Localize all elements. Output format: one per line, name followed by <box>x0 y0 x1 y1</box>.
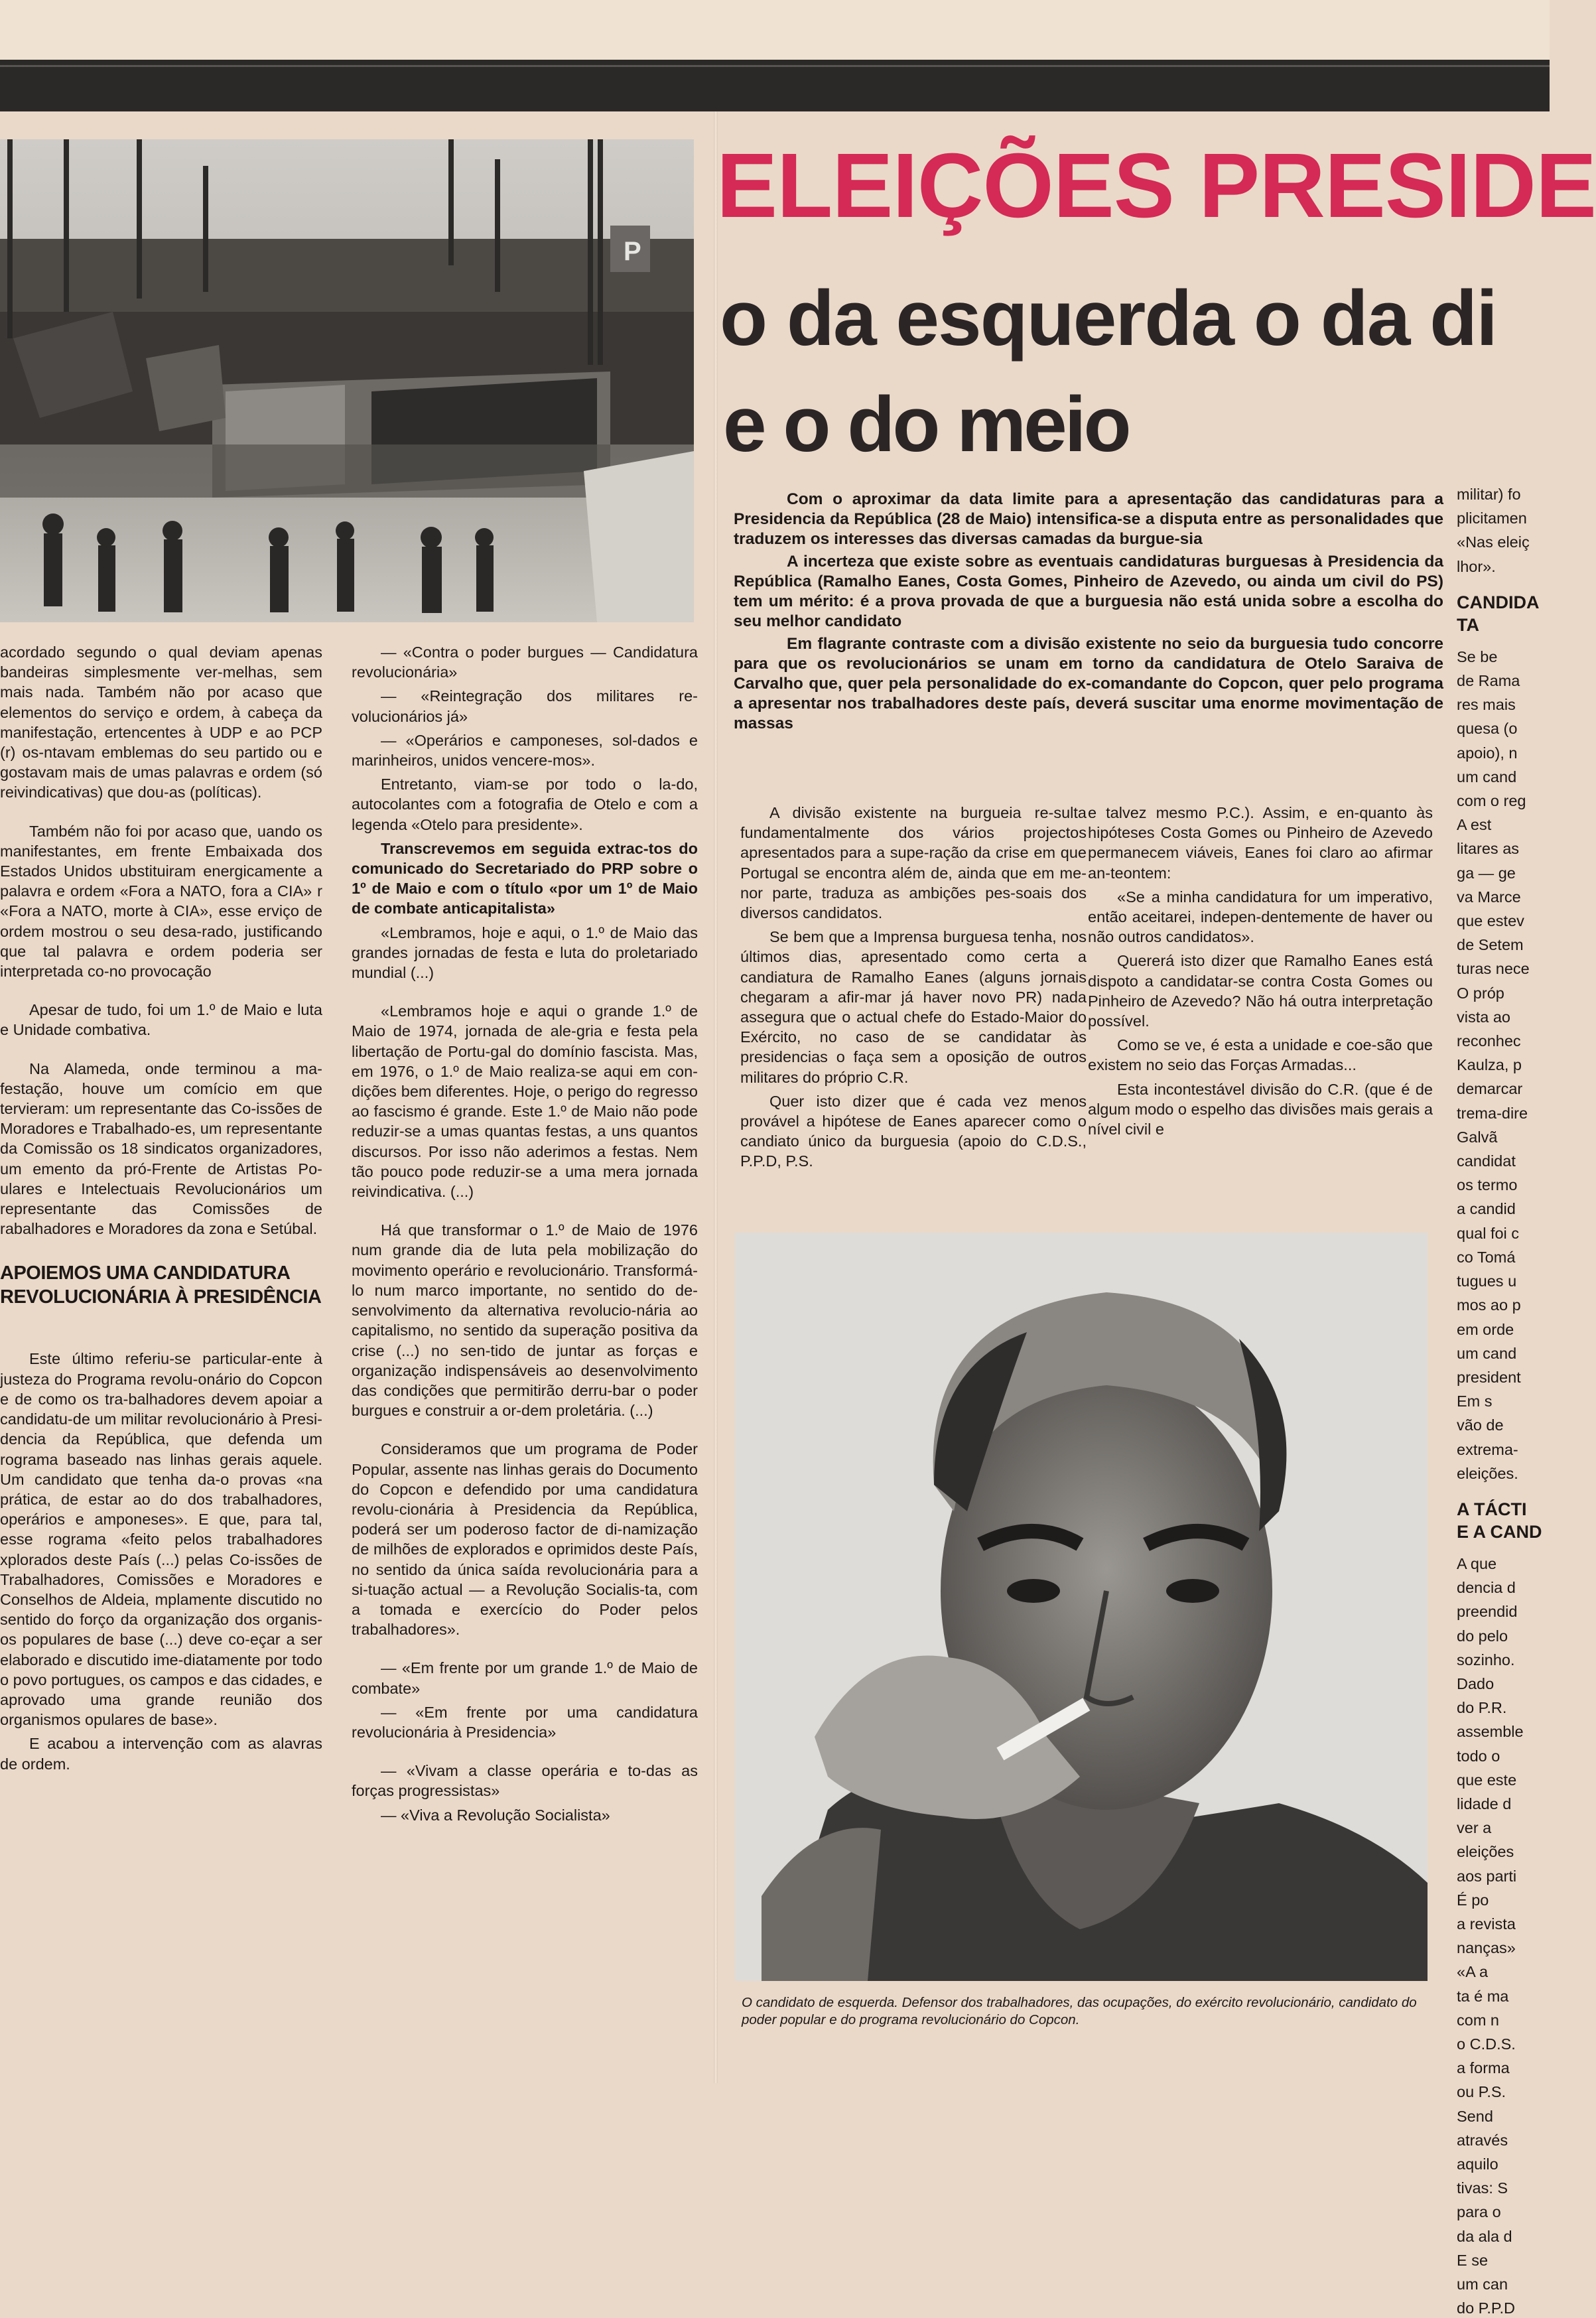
right-fragment-line: Dado <box>1457 1674 1495 1692</box>
header-band <box>0 60 1550 111</box>
right-fragment-line: em orde <box>1457 1320 1514 1338</box>
crowd-photo-image <box>0 139 694 622</box>
headline-title: ELEIÇÕES PRESIDE <box>716 135 1596 237</box>
headline-subtitle-line2: e o do meio <box>723 381 1129 468</box>
article-column-1 <box>0 642 322 1778</box>
article-column-4 <box>1088 803 1433 1143</box>
right-fragment-line: A que <box>1457 1554 1497 1572</box>
right-fragment-subheading <box>1457 591 1589 636</box>
right-fragment-line: a revista <box>1457 1915 1516 1933</box>
right-fragment-line: com n <box>1457 2011 1499 2029</box>
right-fragment-line: os termo <box>1457 1176 1518 1194</box>
right-column-fragment <box>1457 484 1550 2317</box>
right-fragment-line: do P.R. <box>1457 1699 1507 1717</box>
right-fragment-line: ou P.S. <box>1457 2083 1506 2101</box>
col2-paragraph: Entretanto, viam-se por todo o la-do, autocolantes com a fotografia de Otelo e com a legenda «Otelo para presidente». <box>352 776 698 833</box>
right-fragment-line: a forma <box>1457 2059 1510 2077</box>
lead-paragraph: A incerteza que existe sobre as eventuais candidaturas burguesas à Presidencia da República (Ramalho Eanes, Costa Gomes, Pinheiro de Azevedo, ou ainda um civil do PS) tem um mérito: é a prova provada de que a burguesia não está unida sobre a escolha do seu melhor candidato <box>734 553 1443 630</box>
right-fragment-line: «Nas eleiç <box>1457 533 1530 551</box>
right-fragment-line: reconhec <box>1457 1032 1521 1050</box>
right-fragment-line: aos parti <box>1457 1867 1517 1885</box>
right-fragment-line: que estev <box>1457 912 1524 930</box>
svg-text:P: P <box>624 237 641 266</box>
lead-paragraph: Em flagrante contraste com a divisão existente no seio da burguesia tudo concorre para que os revolucionários se unam em torno da candidatura de Otelo Saraiva de Carvalho que, quer pela personalidade do ex-comandante do Copcon, quer pelo programa a apresentar nos trabalhadores deste país, deverá suscitar uma enorme movimentação de massas <box>734 635 1443 732</box>
right-fragment-line: turas nece <box>1457 960 1530 978</box>
right-fragment-line: extrema- <box>1457 1440 1518 1458</box>
paper-top-margin <box>0 0 1550 60</box>
right-fragment-line: Em s <box>1457 1393 1493 1410</box>
right-fragment-line: de Setem <box>1457 936 1524 954</box>
slogan: — «Viva a Revolução Socialista» <box>381 1806 610 1824</box>
right-fragment-line: apoio), n <box>1457 744 1518 762</box>
right-fragment-line: todo o <box>1457 1747 1500 1765</box>
right-fragment-line: sozinho. <box>1457 1651 1515 1669</box>
right-fragment-line: demarcar <box>1457 1080 1523 1098</box>
right-fragment-line: ta é ma <box>1457 1987 1509 2005</box>
right-fragment-line: qual foi c <box>1457 1224 1520 1242</box>
right-fragment-line: o C.D.S. <box>1457 2035 1516 2053</box>
right-fragment-line: Send <box>1457 2107 1493 2125</box>
right-fragment-line: ga — ge <box>1457 864 1516 882</box>
col1-paragraph: Na Alameda, onde terminou a ma-festação, houve um comício em que tervieram: um representante das Co-issões de Moradores e Trabalhado-es, um representante da Comissão os 18 sindicatos organizadores, um emento da pró-Frente de Artistas Po-ulares e Intelectuais Revolucionários um representante das Comissões de rabalhadores e Moradores da zona e Setúbal. <box>0 1059 322 1238</box>
quote-paragraph: Há que transformar o 1.º de Maio de 1976 num grande dia de luta pela mobilização do movimento operário e revolucionário. Transformá-lo num marco importante, no sentido do de-senvolvimento da alternativa revolucio-nária ao capitalismo, no sentido da superação positiva da crise (...) no sen-tido de juntar as forças e organização indispensáveis ao desenvolvimento das condições que permitirão derru-bar o poder burgues e construir a or-dem proletária. (...) <box>352 1221 698 1420</box>
right-fragment-line: da ala d <box>1457 2227 1512 2245</box>
right-fragment-line: res mais <box>1457 696 1516 714</box>
right-fragment-line: co Tomá <box>1457 1248 1516 1266</box>
slogan: — «Vivam a classe operária e to-das as forças progressistas» <box>352 1762 698 1800</box>
right-fragment-subheading-line: A TÁCTI <box>1457 1499 1527 1519</box>
slogan: — «Reintegração dos militares re-volucionários já» <box>352 687 698 725</box>
right-fragment-line: O próp <box>1457 984 1504 1002</box>
col1-paragraph: Este último referiu-se particular-ente à justeza do Programa revolu-onário do Copcon e de como os tra-balhadores devem apoiar a candidatu-de um militar revolucionário à Presi-dencia da República, que defenda um rograma baseado nas linhas gerais aquele. Um candidato que tenha da-o provas «na prática, de estar ao do dos trabalhadores, operários e amponeses». E que, para tal, esse rograma «feito pelos trabalhadores xplorados deste País (...) pelas Co-issões de Trabalhadores, Comissões e Moradores e Conselhos de Aldeia, mplamente discutido no sentido do forço da organização dos organis-os populares de base (...) deve co-eçar a ser elaborado e discutido ime-diatamente por todo o povo portugues, os campos e das cidades, e aprovado uma grande reunião dos organismos opulares de base». <box>0 1350 322 1729</box>
page-fold <box>714 111 718 2083</box>
right-fragment-line: aquilo <box>1457 2155 1498 2173</box>
prp-statement-intro: Transcrevemos em seguida extrac-tos do comunicado do Secretariado do PRP sobre o 1º de Maio e com o título «por um 1º de Maio de combate anticapitalista» <box>352 839 698 918</box>
right-fragment-line: de Rama <box>1457 672 1520 690</box>
photo-caption: O candidato de esquerda. Defensor dos trabalhadores, das ocupações, do exército revolucionário, candidato do poder popular e do programa revolucionário do Copcon. <box>742 1995 1417 2027</box>
right-fragment-line: Se be <box>1457 648 1498 665</box>
col1-paragraph: acordado segundo o qual deviam apenas bandeiras simplesmente ver-melhas, sem mais nada. Também não por acaso que elementos do serviço e ordem, à cabeça da manifestação, ertencentes à UDP e ao PCP (r) os-ntavam emblemas do seu partido ou e gostavam mais de umas palavras e ordem (só reivindicativas) que dou-as (políticas). <box>0 644 322 801</box>
col1-paragraph: Apesar de tudo, foi um 1.º de Maio e luta e Unidade combativa. <box>0 1001 322 1039</box>
quote-paragraph: «Lembramos, hoje e aqui, o 1.º de Maio das grandes jornadas de festa e luta do proletariado mundial (...) <box>352 923 698 982</box>
portrait-photo-image <box>735 1233 1428 1981</box>
right-fragment-subheading-line: E A CAND <box>1457 1521 1542 1542</box>
right-fragment-line: um can <box>1457 2276 1508 2293</box>
right-fragment-line: dencia d <box>1457 1579 1516 1597</box>
right-fragment-line: tugues u <box>1457 1272 1517 1290</box>
col1-subheading: APOIEMOS UMA CANDIDATURA REVOLUCIONÁRIA À PRESIDÊNCIA <box>0 1262 322 1308</box>
col4-paragraph: Quererá isto dizer que Ramalho Eanes está dispoto a candidatar-se contra Costa Gomes ou Pinheiro de Azevedo? Não há outra interpretação possível. <box>1088 952 1433 1030</box>
right-fragment-subheading-line: CANDIDA <box>1457 592 1540 612</box>
col3-paragraph: Quer isto dizer que é cada vez menos provável a hipótese de Eanes aparecer como o candiato único da burguesia (apoio do C.D.S., P.P.D, P.S. <box>740 1092 1087 1170</box>
right-fragment-line: militar) fo <box>1457 486 1521 503</box>
right-fragment-line: «A a <box>1457 1963 1489 1981</box>
right-fragment-line: para o <box>1457 2203 1501 2221</box>
col4-paragraph: Esta incontestável divisão do C.R. (que é de algum modo o espelho das divisões mais gerais a nível civil e <box>1088 1080 1433 1138</box>
slogan: — «Em frente por uma candidatura revolucionária à Presidencia» <box>352 1703 698 1741</box>
right-fragment-line: a candid <box>1457 1200 1516 1218</box>
right-fragment-line: E se <box>1457 2251 1489 2269</box>
right-fragment-line: Kaulza, p <box>1457 1056 1522 1074</box>
right-fragment-line: ver a <box>1457 1819 1492 1837</box>
right-fragment-line: litares as <box>1457 840 1520 858</box>
right-fragment-line: quesa (o <box>1457 720 1518 738</box>
col4-paragraph: «Se a minha candidatura for um imperativo, então aceitarei, indepen-dentemente de haver ou não outros candidatos». <box>1088 888 1433 946</box>
right-fragment-line: com o reg <box>1457 792 1526 810</box>
right-column-text <box>1457 484 1589 2318</box>
slogan: — «Operários e camponeses, sol-dados e marinheiros, unidos vencere-mos». <box>352 731 698 770</box>
right-fragment-line: assemble <box>1457 1723 1524 1741</box>
col4-paragraph: e talvez mesmo P.C.). Assim, e en-quanto às hipóteses Costa Gomes ou Pinheiro de Azevedo permanecem viáveis, Eanes foi claro ao afirmar an-teontem: <box>1088 804 1433 882</box>
right-fragment-line: nanças» <box>1457 1939 1516 1957</box>
col1-paragraph: E acabou a intervenção com as alavras de ordem. <box>0 1735 322 1773</box>
right-fragment-line: mos ao p <box>1457 1296 1521 1314</box>
col3-paragraph: A divisão existente na burgueia re-sulta fundamentalmente dos vários projectos apresentados para a supe-ração da crise em que Portugal se encontra além de, ainda que em me-nor parte, traduza as ambições pes-soais dos diversos candidatos. <box>740 804 1087 922</box>
right-fragment-line: lidade d <box>1457 1795 1512 1812</box>
right-fragment-line: É po <box>1457 1891 1489 1909</box>
portrait-photo <box>735 1233 1428 1981</box>
right-fragment-line: eleições <box>1457 1843 1514 1861</box>
right-fragment-line: lhor». <box>1457 557 1496 575</box>
right-fragment-line: um cand <box>1457 768 1517 785</box>
lead-paragraph: Com o aproximar da data limite para a apresentação das candidaturas para a Presidencia da República (28 de Maio) intensifica-se a disputa entre as personalidades que traduzem os interesses das diversas camadas da burgue-sia <box>734 490 1443 548</box>
right-fragment-line: através <box>1457 2131 1508 2149</box>
right-fragment-line: que este <box>1457 1771 1517 1789</box>
right-fragment-line: eleições. <box>1457 1464 1518 1482</box>
right-fragment-line: A est <box>1457 816 1492 834</box>
right-fragment-line: do P.P.D <box>1457 2299 1515 2317</box>
right-fragment-line: preendid <box>1457 1603 1518 1621</box>
headline-subtitle-line1: o da esquerda o da di <box>720 275 1497 362</box>
article-column-3 <box>740 803 1087 1176</box>
col1-paragraph: Também não foi por acaso que, uando os manifestantes, em frente Embaixada dos Estados Unidos ubstituiram energicamente a palavra e ordem «Fora a NATO, fora a CIA» r «Fora a NATO, morte à CIA», esse erviço de ordem mostrou o seu desa-rado, justificando que tal palavra e ordem poderia ser interpretada co-no provocação <box>0 822 322 981</box>
right-fragment-line: vista ao <box>1457 1008 1510 1026</box>
right-fragment-line: vão de <box>1457 1416 1504 1434</box>
slogan: — «Em frente por um grande 1.º de Maio de combate» <box>352 1659 698 1697</box>
right-fragment-line: tivas: S <box>1457 2179 1508 2197</box>
right-fragment-subheading <box>1457 1498 1589 1543</box>
right-fragment-line: do pelo <box>1457 1627 1508 1645</box>
right-fragment-line: plicitamen <box>1457 510 1527 527</box>
right-fragment-line: Galvã <box>1457 1128 1498 1146</box>
right-fragment-subheading-line: TA <box>1457 614 1479 635</box>
quote-paragraph: Consideramos que um programa de Poder Popular, assente nas linhas gerais do Documento do Copcon e defendido por uma candidatura revolu-cionária à Presidencia da República, poderá ser um poderoso factor de di-namização de milhões de explorados e oprimidos deste País, no sentido da única saída revolucionária para a si-tuação actual — a Revolução Socialis-ta, com a tomada e exercício do Poder pelos trabalhadores». <box>352 1440 698 1639</box>
lead-block <box>734 490 1443 736</box>
right-fragment-line: trema-dire <box>1457 1104 1528 1122</box>
col4-paragraph: Como se ve, é esta a unidade e coe-são que existem no seio das Forças Armadas... <box>1088 1036 1433 1074</box>
quote-paragraph: «Lembramos hoje e aqui o grande 1.º de Maio de 1974, jornada de ale-gria e festa pela libertação de Portu-gal do domínio fascista. Mas, em 1976, o 1.º de Maio realiza-se aqui em con-dições bem diferentes. Hoje, o perigo do regresso ao fascismo é grande. Este 1.º de Maio não pode reduzir-se a umas quantas festas, a uns quantos discursos. Por isso não aderimos a festas. Nem tão pouco pode reduzir-se a uma mera jornada reivindicativa. (...) <box>352 1002 698 1201</box>
slogan: — «Contra o poder burgues — Candidatura revolucionária» <box>352 644 698 681</box>
col3-paragraph: Se bem que a Imprensa burguesa tenha, nos últimos dias, apresentado como certa a candiatura de Ramalho Eanes (alguns jornais chegaram a afir-mar já haver novo PR) nada assegura que o actual chefe do Estado-Maior do Exército, no caso de se candidatar às presidencias o faça sem a oposição de outros militares do próprio C.R. <box>740 928 1087 1086</box>
article-column-2 <box>352 642 698 1829</box>
crowd-photo <box>0 139 694 622</box>
right-fragment-line: candidat <box>1457 1152 1516 1170</box>
right-fragment-line: um cand <box>1457 1344 1517 1362</box>
right-fragment-line: president <box>1457 1368 1521 1386</box>
right-fragment-line: va Marce <box>1457 888 1521 906</box>
